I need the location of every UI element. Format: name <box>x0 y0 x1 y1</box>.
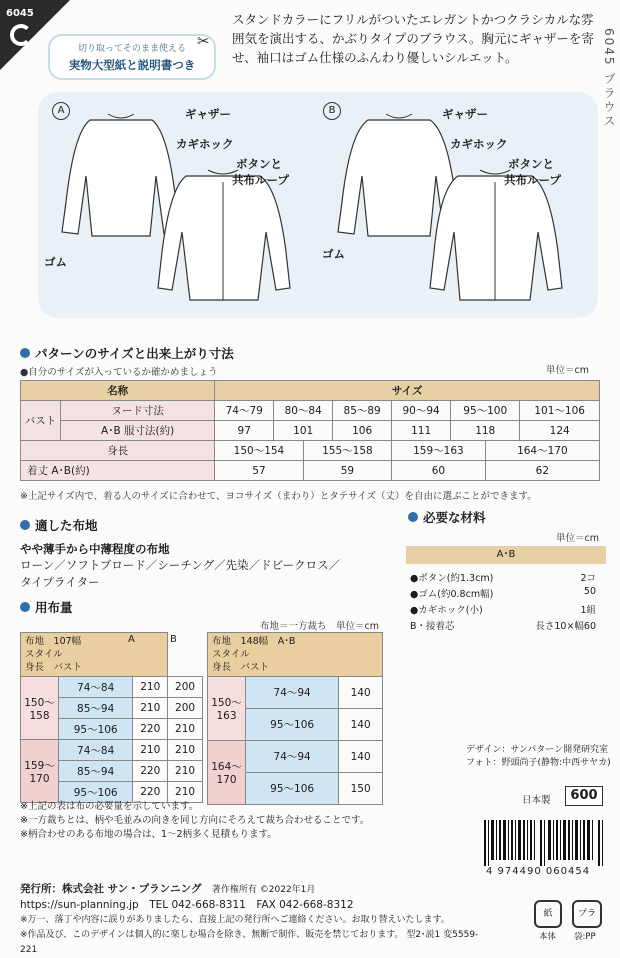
callout-loop-a2: 共布ループ <box>232 173 289 187</box>
callout-hook-b: カギホック <box>450 137 508 151</box>
section-dot-icon <box>20 348 30 358</box>
fabric-list: ローン／ソフトブロード／シーチング／先染／ドビークロス／ タイプライター <box>20 558 341 589</box>
logo-icon <box>10 24 32 46</box>
size-footnote: ※上記サイズ内で、着る人のサイズに合わせて、ヨコサイズ（まわり）とタテサイズ（丈）を自由に選ぶことができます。 <box>20 491 537 502</box>
barcode-number: 4 974490 060454 <box>486 866 591 877</box>
banner-line1: 切り取ってそのまま使える <box>77 44 186 54</box>
blouse-a-back <box>62 120 180 236</box>
footer: 発行所：株式会社 サン・プランニング 著作権所有 ©2022年1月 https://sun-planning.jp TEL 042-668-8311 FAX 042-668-8312 ※万一、落丁や内容に誤りがありましたら、直接上記の発行所へご連絡ください。お取り替えいたします。 ※作品及び、このデザインは個人的に楽しむ場合を除き、無断で制作、販売を禁じております。 型2･説1 変5559-221 <box>20 883 479 955</box>
yardage-title: 用布量 <box>20 598 73 616</box>
section-dot-icon <box>20 520 30 530</box>
material-item: ●ゴム(約0.8cm幅) 50 <box>410 586 596 600</box>
size-note: ●自分のサイズが入っているか確かめましょう <box>20 367 218 378</box>
spine-text: 6045 ブラウス <box>602 28 616 129</box>
size-section-title: パターンのサイズと出来上がり寸法 <box>20 344 234 362</box>
materials-title: 必要な材料 <box>408 508 486 526</box>
yardage-notes: ※上記の表は布の必要量を示しています。 ※一方裁ちとは、柄や毛並みの向きを同じ方向にそろえて裁ち合わせることです。 ※柄合わせのある布地の場合は、1〜2柄多く見積もります。 <box>20 801 370 840</box>
price-box: 600 <box>565 786 603 806</box>
website-link[interactable]: https://sun-planning.jp <box>20 899 139 911</box>
materials-header: A･B <box>406 546 606 564</box>
callout-loop-a1: ボタンと <box>236 157 282 171</box>
header-b: B <box>170 634 177 645</box>
style-a-mark: A <box>52 102 70 120</box>
fabric-subtitle: やや薄手から中薄程度の布地 <box>20 542 170 556</box>
yardage-note: 布地＝一方裁ち 単位＝cm <box>260 621 379 632</box>
scissors-icon: ✂ <box>197 32 210 50</box>
callout-hook-a: カギホック <box>176 137 234 151</box>
pattern-code: 6045 <box>6 8 34 19</box>
size-header: サイズ <box>215 381 600 401</box>
name-header: 名称 <box>21 381 215 401</box>
callout-loop-b2: 共布ループ <box>504 173 561 187</box>
bust-label: バスト <box>21 401 61 441</box>
barcode <box>482 820 606 868</box>
blouse-a-front <box>158 176 290 300</box>
callout-gather-a: ギャザー <box>185 107 231 121</box>
description: スタンドカラーにフリルがついたエレガントかつクラシカルな雰囲気を演出する、かぶりタイプのブラウス。胸元にギャザーを寄せ、袖口はゴム仕様のふんわり優しいシルエット。 <box>232 12 594 65</box>
material-item: B・接着芯 長さ10×幅60 <box>410 621 596 632</box>
recycle-label-bag: 袋:PP <box>574 932 596 942</box>
length-label: 着丈 A･B(約) <box>21 461 215 481</box>
illustration-panel <box>38 92 598 318</box>
garment-illustrations <box>38 92 598 318</box>
nude-label: ヌード寸法 <box>61 401 215 421</box>
pattern-banner <box>48 34 216 80</box>
garment-label: A･B 服寸法(約) <box>61 421 215 441</box>
yardage-table-107: 布地 107幅 スタイル 身長 バスト 150〜158 74〜84 210 200 85〜94 210 200 95〜106 220 210 159〜170 74〜84 210 210 85〜94 220 210 95〜106 220 210 <box>20 632 203 803</box>
section-dot-icon <box>20 602 30 612</box>
section-dot-icon <box>408 512 418 522</box>
size-table: 名称 サイズ バスト ヌード寸法 74〜79 80〜84 85〜89 90〜94 95〜100 101〜106 A･B 服寸法(約) 97 101 106 111 118 124 身長 150〜154 155〜158 159〜163 164〜170 着丈 A･B(約) 57 59 60 62 <box>20 380 600 481</box>
fabric-section-title: 適した布地 <box>20 516 98 534</box>
callout-elastic-a: ゴム <box>44 255 67 269</box>
plastic-recycle-icon: プラ <box>572 900 602 928</box>
materials-unit: 単位＝cm <box>556 533 599 544</box>
material-item: ●カギホック(小) 1組 <box>410 605 596 616</box>
size-unit: 単位＝cm <box>546 365 589 376</box>
banner-line2: 実物大型紙と説明書つき <box>68 58 196 72</box>
yardage-table-148: 布地 148幅 A･B スタイル 身長 バスト 150〜163 74〜94 140 95〜106 140 164〜170 74〜94 140 95〜106 150 <box>207 632 383 805</box>
designer-credit: デザイン：サンパターン開発研究室 フォト：野頭尚子(静物:中西サヤカ) <box>466 745 611 768</box>
made-in-japan: 日本製 <box>522 795 551 806</box>
style-b-mark: B <box>323 102 341 120</box>
callout-loop-b1: ボタンと <box>508 157 554 171</box>
height-label: 身長 <box>21 441 215 461</box>
callout-elastic-b: ゴム <box>322 247 345 261</box>
header-a: A <box>128 634 135 645</box>
recycle-label-body: 本体 <box>539 932 557 942</box>
blouse-b-front <box>430 176 562 300</box>
paper-recycle-icon: 紙 <box>534 900 562 928</box>
material-item: ●ボタン(約1.3cm) 2コ <box>410 573 596 584</box>
callout-gather-b: ギャザー <box>442 107 488 121</box>
